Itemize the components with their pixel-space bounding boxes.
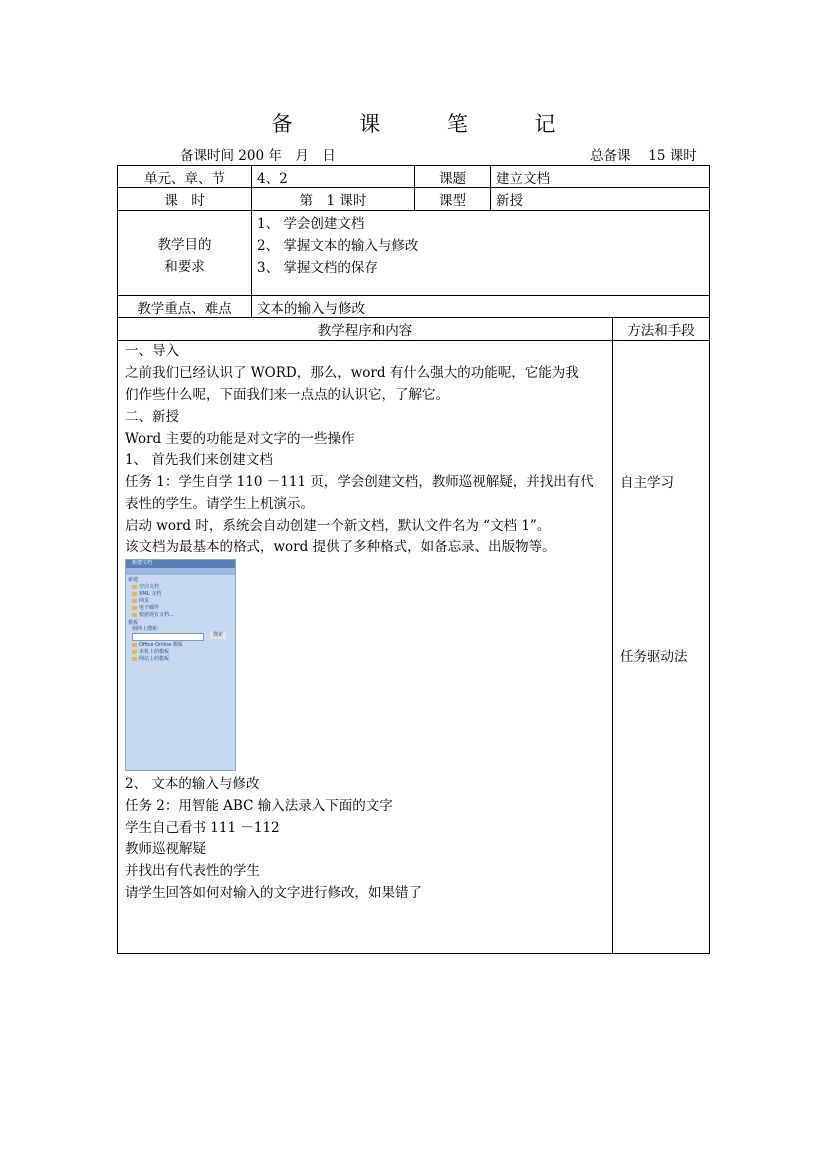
- panel-item: XML 文档: [132, 591, 161, 598]
- total-hours: 总备课 15 课时: [590, 148, 697, 164]
- hours-label: 课 时: [164, 193, 205, 209]
- content-line: 学生自己看书 111 －112: [125, 820, 280, 836]
- panel-search-input: [132, 633, 204, 641]
- content-line: Word 主要的功能是对文字的一些操作: [125, 431, 355, 447]
- method-item: 任务驱动法: [620, 649, 688, 665]
- content-line: 之前我们已经认识了 WORD，那么，word 有什么强大的功能呢，它能为我: [125, 365, 579, 381]
- type-value: 新授: [496, 193, 523, 209]
- panel-template-item: 网站上的模板: [132, 656, 169, 663]
- content-line: 一、导入: [125, 343, 179, 359]
- panel-template-item: 本机上的模板: [132, 649, 169, 656]
- goals-label-1: 教学目的: [157, 237, 212, 253]
- content-line: 任务 1：学生自学 110 －111 页，学会创建文档，教师巡视解疑，并找出有代: [125, 474, 594, 490]
- content-line: 们作些什么呢，下面我们来一点点的认识它，了解它。: [125, 387, 449, 403]
- goal-item: 3、 掌握文档的保存: [257, 260, 378, 276]
- content-line: 任务 2：用智能 ABC 输入法录入下面的文字: [125, 798, 393, 814]
- content-line: 启动 word 时，系统会自动创建一个新文档，默认文件名为 “文档 1”。: [125, 518, 551, 534]
- panel-section-template: 模板: [128, 620, 139, 626]
- goal-item: 1、 学会创建文档: [257, 216, 365, 232]
- unit-label: 单元、章、节: [144, 171, 225, 187]
- panel-toolbar: [126, 568, 235, 575]
- method-header: 方法和手段: [627, 323, 695, 339]
- content-line: 1、 首先我们来创建文档: [125, 452, 273, 468]
- method-item: 自主学习: [620, 475, 674, 491]
- prep-date: 备课时间 200 年 月 日: [180, 148, 336, 164]
- focus-label: 教学重点、难点: [137, 301, 232, 317]
- new-document-panel-screenshot: [125, 559, 236, 771]
- panel-item: 网页: [132, 598, 149, 605]
- panel-section-new: 新建: [128, 577, 139, 583]
- content-line: 并找出有代表性的学生: [125, 863, 260, 879]
- hours-value: 第 1 课时: [299, 193, 367, 209]
- topic-value: 建立文档: [496, 171, 550, 187]
- focus-value: 文本的输入与修改: [257, 301, 365, 317]
- panel-item: 根据现有文档...: [132, 612, 174, 619]
- panel-template-item: Office Online 模板: [132, 642, 183, 649]
- content-line: 二、新授: [125, 409, 179, 425]
- topic-label: 课题: [439, 171, 466, 187]
- content-line: 请学生回答如何对输入的文字进行修改，如果错了: [125, 885, 422, 901]
- content-line: 表性的学生。请学生上机演示。: [125, 496, 314, 512]
- content-line: 2、 文本的输入与修改: [125, 776, 260, 792]
- panel-title: 新建文档: [132, 560, 153, 566]
- unit-value: 4、2: [257, 171, 288, 187]
- type-label: 课型: [439, 193, 466, 209]
- panel-item: 空白文档: [132, 584, 159, 591]
- content-line: 教师巡视解疑: [125, 841, 206, 857]
- content-line: 该文档为最基本的格式，word 提供了多种格式，如备忘录、出版物等。: [125, 539, 556, 555]
- page-title: 备 课 笔 记: [271, 112, 586, 136]
- goals-label-2: 和要求: [164, 259, 205, 275]
- goal-item: 2、 掌握文本的输入与修改: [257, 238, 419, 254]
- panel-search-button: 搜索: [210, 632, 226, 639]
- panel-search-label: 到网上搜索:: [132, 626, 159, 632]
- procedure-header: 教学程序和内容: [317, 323, 413, 339]
- panel-item: 电子邮件: [132, 605, 159, 612]
